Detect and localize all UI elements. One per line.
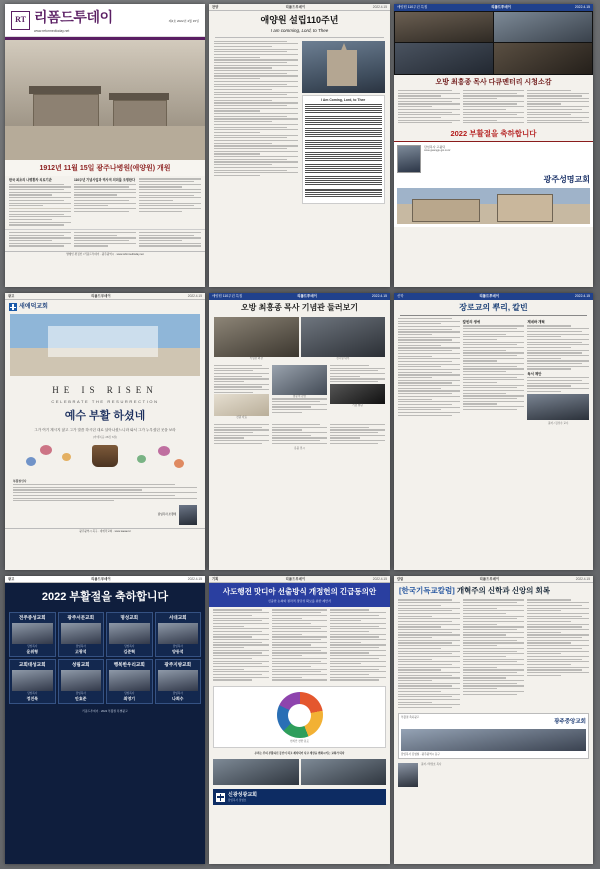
page7-strip (5, 576, 205, 583)
newspaper-page-7 (5, 576, 205, 864)
page9-headline-bracket: [한국기독교칼럼] (399, 586, 455, 596)
page7-pastor-photo-8 (158, 670, 199, 691)
newspaper-page-9 (394, 576, 593, 864)
page4-verse-reference: (마태복음 28장 6절) (92, 434, 118, 439)
page1-column-1 (9, 178, 71, 227)
page7-church-name-8: 광주지방교회 (164, 662, 192, 668)
page5-strip-section: 애양원 110주년 특집 (212, 294, 243, 298)
page1-lower-lines-2 (74, 232, 136, 247)
page8-photo-grid (209, 757, 390, 787)
page3-strip-date: 2022.4.15 (574, 5, 590, 9)
page8-columns (209, 607, 390, 684)
page3-resurrection-headline: 2022 부활절을 축하합니다 (450, 128, 537, 138)
page8-chart-caption: 헌의안 찬반 분포 (290, 740, 309, 744)
page4-church-name: 새애덕교회 (19, 304, 48, 311)
reformed-today-logo-icon: RT (11, 11, 30, 30)
page7-church-name-6: 성림교회 (71, 662, 90, 668)
page1-lower-column-2 (74, 232, 136, 248)
page7-person-8: 나희수 (171, 695, 184, 701)
page7-person-6: 안효준 (74, 695, 87, 701)
page1-masthead (5, 4, 205, 37)
page7-person-4: 양동석 (171, 648, 184, 654)
page4-strip (5, 293, 205, 300)
page4-verse: 그가 여기 계시지 않고 그가 말씀 하시던 대로 살아나셨느니라 와서 그가 누우셨던 곳을 보라 (34, 427, 176, 432)
page5-photo-2-wrap (301, 317, 386, 361)
page5-photo-1-wrap (214, 317, 299, 361)
page3-ad-church-name: 광주성명교회 (543, 175, 590, 185)
page1-lower-lines-1 (9, 232, 71, 247)
page8-column-2 (272, 609, 328, 682)
page2-headline: 애양원 설립110주년 (260, 15, 339, 26)
page7-role-2: 담임목사 (75, 645, 86, 649)
page6-strip-date: 2022.4.15 (574, 294, 590, 298)
page9-headline (394, 583, 593, 598)
page3-photo-pulpit (494, 43, 592, 74)
page4-celebrate-line: CELEBRATE THE RESURRECTION (51, 398, 159, 404)
page6-strip (394, 293, 593, 300)
page2-column-2 (302, 41, 386, 204)
page8-ad-church-name: 신광성광교회 (228, 792, 257, 799)
newspaper-page-5 (209, 293, 390, 570)
page4-korean-headline: 예수 부활 하셨네 (64, 409, 146, 422)
page1-lower-column-3 (139, 232, 201, 248)
page6-author-caption: 필자 / 김성수 교수 (547, 421, 569, 425)
page1-column-2 (74, 178, 136, 227)
page7-pastor-photo-3 (109, 623, 150, 644)
newspaper-page-2 (209, 4, 390, 287)
page7-pastor-photo-7 (109, 670, 150, 691)
page8-strip (209, 576, 390, 583)
page7-strip-section: 광고 (8, 577, 15, 581)
page7-pastor-photo-1 (12, 623, 53, 644)
page9-columns (394, 598, 593, 710)
page4-jar-shape (92, 445, 118, 467)
page9-headline-rest: 개혁주의 신학과 신앙의 회복 (456, 586, 551, 596)
page2-church-photo (302, 41, 386, 93)
page7-church-cell-7 (106, 659, 153, 704)
page8-ad-subtitle: 담임목사 정영호 (228, 798, 247, 802)
page5-photo-plaque (330, 384, 385, 404)
page3-photo-group (494, 12, 592, 43)
page8-strip-title: 리폼드투데이 (285, 577, 306, 581)
page1-body-text-lines-2 (9, 211, 71, 226)
church-body-shape (327, 50, 357, 86)
page3-ad-row (397, 145, 590, 173)
page6-column-2 (463, 318, 525, 426)
page6-headline: 장로교의 뿌리, 칼빈 (459, 302, 528, 312)
page6-subhead-3: 독서 제안 (527, 371, 542, 376)
page1-body-text-lines-4 (139, 178, 201, 211)
page1-masthead-title: 리폼드투데이 (34, 9, 113, 25)
page7-role-5: 담임목사 (27, 692, 38, 696)
page6-lines-3a (527, 325, 589, 369)
page7-person-2: 고광석 (74, 648, 87, 654)
page8-chart-block (213, 686, 386, 748)
page7-role-1: 담임목사 (27, 645, 38, 649)
page6-strip-section: 신학 (397, 294, 404, 298)
page7-person-7: 최영기 (123, 695, 136, 701)
page5-lower-lines-1 (214, 424, 269, 444)
page7-church-cell-5 (9, 659, 56, 704)
page4-signature-block (5, 503, 205, 528)
page8-banner-subtitle: 신중한 논의와 절차적 정당성 확보를 위한 제안서 (268, 599, 331, 604)
page7-strip-title: 리폼드투데이 (91, 577, 111, 581)
page7-church-cell-4 (155, 612, 202, 657)
page3-column-3 (527, 90, 589, 125)
page5-lower-col-2 (272, 424, 327, 446)
page3-strip-section: 애양원 110주년 특집 (397, 5, 428, 9)
page7-role-6: 담임목사 (75, 692, 86, 696)
page9-column-2 (463, 599, 525, 709)
page3-strip (394, 4, 593, 11)
newspaper-page-4 (5, 293, 205, 570)
page4-hero-photo (10, 314, 200, 376)
page7-strip-date: 2022.4.15 (187, 577, 202, 581)
newspaper-page-3 (394, 4, 593, 287)
page7-pastor-photo-6 (61, 670, 102, 691)
page9-author-caption: 필자 / 박정호 목사 (421, 763, 442, 767)
page5-column-1 (214, 365, 269, 420)
page9-lines-3 (527, 599, 589, 675)
page9-strip-title: 리폼드투데이 (479, 577, 500, 581)
page3-video-grid (394, 11, 593, 75)
page7-role-3: 담임목사 (124, 645, 135, 649)
page4-pastor-photo (179, 505, 197, 525)
page3-ad-url: www.gwangju-gio.co.kr (424, 149, 451, 153)
page4-strip-section: 광고 (8, 294, 15, 298)
page3-advertisement (394, 141, 593, 227)
page2-staff-3 (305, 128, 383, 136)
page5-lower-lines-3 (330, 424, 385, 444)
page8-strip-section: 기획 (212, 577, 219, 581)
page7-pastor-photo-2 (61, 623, 102, 644)
page3-column-1 (398, 90, 460, 125)
page8-column-3 (330, 609, 386, 682)
page2-staff-8 (305, 189, 383, 197)
page3-photo-portrait (395, 12, 493, 43)
page1-lead-text: 한국 최초의 나병환자 치료기관 (9, 178, 52, 183)
page7-footer: 리폼드투데이 · 2022 부활절 특별광고 (82, 709, 128, 714)
page5-lower-lines-2 (272, 424, 327, 444)
page4-greeting-block (5, 477, 205, 501)
page5-photo-visitors (272, 365, 327, 395)
page9-column-1 (398, 599, 460, 709)
page5-caption-1: 기념관 외관 (249, 357, 263, 361)
page9-advertisement (398, 713, 589, 759)
page7-church-cell-3 (106, 612, 153, 657)
page9-strip-date: 2022.4.15 (575, 577, 590, 581)
page7-church-name-3: 명성교회 (120, 615, 139, 621)
page4-risen-line: HE IS RISEN (52, 385, 158, 396)
page8-banner (209, 583, 390, 607)
page7-pastor-photo-4 (158, 623, 199, 644)
page4-greeting-lines (13, 484, 197, 501)
page9-ad-photo (401, 729, 586, 751)
page7-church-cell-1 (9, 612, 56, 657)
page3-strip-title: 리폼드투데이 (491, 5, 511, 9)
page7-church-cell-6 (58, 659, 105, 704)
page5-caption-5: 방문객 관람 (292, 394, 307, 398)
page9-ad-tag: 담임목사 김영철 · 광주광역시 동구 (401, 752, 440, 756)
page6-strip-title: 리폼드투데이 (479, 294, 500, 298)
page8-strip-date: 2022.4.15 (372, 577, 387, 581)
page5-caption-6: 기념 현판 (352, 403, 363, 407)
page6-lines-2a (463, 325, 525, 410)
page2-strip-date: 2022.4.15 (372, 5, 387, 9)
page5-caption-2: 전시실 내부 (336, 357, 350, 361)
page2-music-score (302, 95, 386, 204)
page6-lines-1a (398, 318, 460, 416)
page6-divider (400, 315, 587, 316)
page5-photo-document (214, 394, 269, 416)
page2-columns (209, 38, 390, 207)
page2-staff-5 (305, 152, 383, 160)
page1-lower-section (5, 229, 205, 251)
page7-headline: 2022 부활절을 축하합니다 (41, 591, 169, 604)
page4-church-logo (5, 300, 205, 312)
page2-strip (209, 4, 390, 11)
page3-lines-2 (463, 90, 525, 123)
page6-subhead-2: 제네바 개혁 (527, 319, 545, 324)
newspaper-page-1 (5, 4, 205, 287)
page5-column-2 (272, 365, 327, 420)
page1-lower-column-1 (9, 232, 71, 248)
page5-columns (209, 363, 390, 422)
page2-staff-6 (305, 164, 383, 172)
page7-church-name-5: 교회대성교회 (18, 662, 46, 668)
page9-strip-section: 칼럼 (397, 577, 404, 581)
page4-strip-title: 리폼드투데이 (91, 294, 111, 298)
page8-mid-headline: 우리는 주의 부활하신 증인이 되고 제자되어 사고 세상을 변화시키는 교회가 되자 (254, 751, 345, 755)
page3-ad-building-photo (397, 188, 590, 224)
page7-church-name-7: 행복한우리교회 (113, 662, 145, 668)
page8-advertisement (213, 789, 386, 805)
page5-strip (209, 293, 390, 300)
newspaper-page-8 (209, 576, 390, 864)
page5-strip-date: 2022.4.15 (371, 294, 387, 298)
page5-photo-exterior (214, 317, 299, 357)
page1-lower-columns (9, 232, 201, 248)
page7-person-3: 김준혁 (123, 648, 136, 654)
page3-headline: 오방 최흥종 목사 다큐멘터리 시청소감 (435, 78, 552, 86)
page2-subtitle: I am comming, Lord, to Thee (215, 28, 384, 37)
page4-strip-date: 2022.4.15 (187, 294, 202, 298)
page7-church-name-2: 광주서문교회 (67, 615, 95, 621)
page6-lines-3b (527, 377, 589, 392)
page1-article-columns (5, 176, 205, 229)
page2-staff-2 (305, 116, 383, 124)
cross-icon (9, 303, 17, 311)
page1-column-3 (139, 178, 201, 227)
page2-strip-title: 리폼드투데이 (285, 5, 306, 9)
page9-ad-church: 광주중앙교회 (554, 719, 586, 726)
page9-author-photo (398, 763, 418, 787)
page6-subhead-1: 칼빈의 생애 (462, 319, 480, 324)
page6-column-3 (527, 318, 589, 426)
page8-lines-1 (213, 609, 269, 680)
page1-issue-line: 제4호 2022년 4월 15일 (168, 18, 199, 23)
page3-photo-screening (395, 43, 493, 74)
page5-caption-3: 유품 전시 (294, 447, 305, 451)
page7-role-8: 담임목사 (172, 692, 183, 696)
page5-columns-lower (209, 422, 390, 448)
page5-photo-interior (301, 317, 386, 357)
page5-headline: 오방 최흥종 목사 기념관 둘러보기 (240, 302, 359, 312)
page7-role-4: 담임목사 (172, 645, 183, 649)
page3-lines-3 (527, 90, 589, 123)
page9-lines-2 (463, 599, 525, 694)
page4-signature-role: 담임목사 조경배 (157, 513, 176, 517)
page1-lead-photo (5, 40, 205, 160)
page1-body-text-lines-3 (74, 184, 136, 212)
page9-ad-label: 부활절 축하광고 (401, 715, 420, 719)
page4-floral-illustration (15, 443, 195, 477)
page9-strip (394, 576, 593, 583)
page8-banner-title: 사도행전 맛디아 선출방식 개정헌의 긴급동의안 (222, 587, 377, 597)
church-cross-icon (216, 793, 225, 802)
page8-lines-2 (272, 609, 328, 680)
page7-church-grid (5, 610, 205, 708)
page1-divider (9, 208, 71, 209)
page7-church-cell-2 (58, 612, 105, 657)
page5-caption-4: 친필 자료 (236, 416, 247, 420)
page6-column-1 (398, 318, 460, 426)
page1-lower-lines-3 (139, 232, 201, 247)
page9-author-block (394, 761, 593, 789)
page7-pastor-photo-5 (12, 670, 53, 691)
page3-ad-role: 담임목사 고광덕 (424, 145, 446, 150)
page1-masthead-url: www.reformedtoday.net (34, 28, 70, 33)
page8-donut-chart (277, 692, 323, 738)
page1-footer: 발행인·편집인 / 리폼드투데이 · 광주광역시 · www.reformedtoday.net (5, 251, 205, 258)
page5-lower-col-1 (214, 424, 269, 446)
page5-lines-3 (330, 365, 385, 382)
page6-columns (394, 318, 593, 426)
page7-role-7: 담임목사 (124, 692, 135, 696)
page2-strip-section: 찬양 (212, 5, 219, 9)
page7-person-5: 정진묵 (26, 695, 39, 701)
page5-column-3 (330, 365, 385, 420)
page8-photo-1 (213, 759, 299, 785)
page4-greeting-label: 부활절인사 (13, 479, 27, 484)
page4-footer: 광주광역시 북구 · 새애덕교회 · www.saeae.kr (5, 528, 205, 536)
page3-column-2 (463, 90, 525, 125)
page2-column-1 (214, 41, 298, 204)
page1-subnote: 110주년 기념사업과 역사적 의미를 조명한다 (74, 178, 136, 183)
page8-photo-2 (301, 759, 387, 785)
page6-author-photo (527, 394, 589, 420)
page1-logo-row (11, 8, 199, 33)
page5-photo-grid-top (209, 315, 390, 363)
page7-person-1: 윤위형 (26, 648, 39, 654)
page9-column-3 (527, 599, 589, 709)
page7-church-name-1: 전주중성교회 (18, 615, 46, 621)
page3-ad-pastor-photo (397, 145, 421, 173)
page7-church-name-4: 서대교회 (168, 615, 187, 621)
page1-headline: 1912년 11월 15일 광주나병원(애양원) 개원 (5, 160, 205, 176)
page1-body-text-lines (9, 184, 71, 207)
page3-columns (394, 89, 593, 126)
page2-staff-4 (305, 140, 383, 148)
page2-score-title: I Am Coming, Lord, to Thee (321, 97, 366, 102)
page5-lines-2 (272, 398, 327, 413)
page8-column-1 (213, 609, 269, 682)
page7-church-cell-8 (155, 659, 202, 704)
page8-lines-3 (330, 609, 386, 680)
page2-staff-1 (305, 104, 383, 112)
page2-lyrics-lines-1 (214, 41, 298, 177)
page5-lines-1 (214, 365, 269, 393)
page5-lower-col-3 (330, 424, 385, 446)
page5-strip-title: 리폼드투데이 (297, 294, 317, 298)
page2-staff-7 (305, 176, 383, 184)
page9-lines-1 (398, 599, 460, 708)
newspaper-page-6 (394, 293, 593, 570)
page3-lines-1 (398, 90, 460, 123)
